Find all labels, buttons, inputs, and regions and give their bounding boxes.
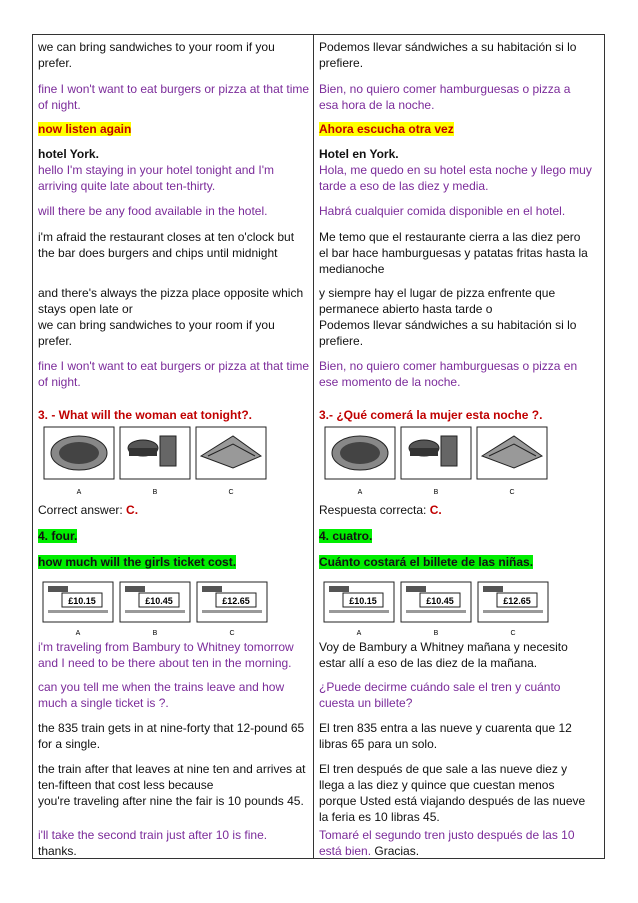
es-question-4-sub: Cuánto costará el billete de las niñas. [319, 555, 534, 569]
en-p8: fine I won't want to eat burgers or pizza at that time of night. [38, 359, 310, 389]
en-p6: i'm afraid the restaurant closes at ten o'clock but the bar does burgers and chips until midnight [38, 230, 295, 260]
svg-text:£10.15: £10.15 [349, 596, 377, 606]
es-p10: ¿Puede decirme cuándo sale el tren y cuánto cuesta un billete? [319, 680, 561, 710]
es-question-4: 4. cuatro. [319, 529, 373, 543]
svg-text:A: A [356, 630, 362, 637]
en-p11: the 835 train gets in at nine-forty that 12-pound 65 for a single. [38, 721, 305, 751]
es-p9: Voy de Bambury a Whitney mañana y necesito estar allí a eso de las diez de la mañana. [319, 640, 568, 670]
svg-text:A: A [75, 630, 81, 637]
ticket-b [120, 582, 190, 637]
ticket-price-b: £10.45 [145, 596, 173, 606]
en-listen-heading: now listen again [38, 122, 132, 136]
svg-text:£12.65: £12.65 [503, 596, 531, 606]
es-p12: El tren después de que sale a las nueve diez y llega a las diez y quince que cuestan menos porque Usted está viajando después de las nueve la feria es 10 libras 45. [319, 762, 586, 824]
es-p8: Bien, no quiero comer hamburguesas o pizza en ese momento de la noche. [319, 359, 578, 389]
en-p4: hotel York. hello I'm staying in your hotel tonight and I'm arriving quite late about ten-thirty. [38, 147, 275, 193]
en-p13: i'll take the second train just after 10 is fine. thanks. [38, 828, 268, 858]
en-p10: can you tell me when the trains leave and how much a single ticket is ?. [38, 680, 285, 710]
ticket-a [43, 582, 113, 637]
es-correct-answer: Respuesta correcta: C. [319, 503, 442, 517]
es-p5: Habrá cualquier comida disponible en el hotel. [319, 204, 566, 218]
en-question-3: 3. - What will the woman eat tonight?. [38, 408, 252, 422]
es-p1: Podemos llevar sándwiches a su habitación si lo prefiere. [319, 40, 577, 70]
ticket-price-c: £12.65 [222, 596, 250, 606]
bilingual-table [32, 34, 605, 859]
ticket-choice-illustration-es [323, 580, 553, 640]
food-label-a: A [76, 489, 82, 496]
ticket-price-a: £10.15 [68, 596, 96, 606]
svg-text:C: C [229, 630, 235, 637]
en-p9: i'm traveling from Bambury to Whitney tomorrow and I need to be there about ten in the morning. [38, 640, 294, 670]
svg-text:C: C [510, 630, 516, 637]
en-p7: and there's always the pizza place opposite which stays open late or we can bring sandwiches to your room if you prefer. [38, 286, 304, 348]
svg-text:B: B [152, 630, 158, 637]
svg-text:£10.45: £10.45 [426, 596, 454, 606]
es-p6: Me temo que el restaurante cierra a las diez pero el bar hace hamburguesas y patatas fritas hasta la medianoche [319, 230, 588, 276]
svg-text:B: B [433, 489, 439, 496]
es-question-3: 3.- ¿Qué comerá la mujer esta noche ?. [319, 408, 543, 422]
es-p13-tail: está bien. Gracias. [319, 844, 420, 858]
svg-text:B: B [433, 630, 439, 637]
en-p12: the train after that leaves at nine ten and arrives at ten-fifteen that cost less because you're traveling after nine the fair is 10 pounds 45. [38, 762, 306, 808]
es-p7: y siempre hay el lugar de pizza enfrente que permanece abierto hasta tarde o Podemos llevar sándwiches a su habitación si lo prefiere. [319, 286, 577, 348]
ticket-c [197, 582, 267, 637]
es-p11: El tren 835 entra a las nueve y cuarenta que 12 libras 65 para un solo. [319, 721, 572, 751]
en-p2: fine I won't want to eat burgers or pizza at that time of night. [38, 82, 310, 112]
food-choice-illustration [43, 426, 268, 498]
en-question-4-sub: how much will the girls ticket cost. [38, 555, 237, 569]
es-p13: Tomaré el segundo tren justo después de las 10 [319, 828, 575, 842]
en-p5: will there be any food available in the hotel. [38, 204, 268, 218]
en-correct-answer: Correct answer: C. [38, 503, 139, 517]
svg-text:A: A [357, 489, 363, 496]
es-p4: Hotel en York. Hola, me quedo en su hotel esta noche y llego muy tarde a eso de las diez y media. [319, 147, 592, 193]
food-label-b: B [152, 489, 158, 496]
svg-text:C: C [509, 489, 515, 496]
en-question-4: 4. four. [38, 529, 78, 543]
food-choice-illustration-es [324, 426, 549, 498]
es-p2: Bien, no quiero comer hamburguesas o pizza a esa hora de la noche. [319, 82, 571, 112]
column-divider [313, 35, 314, 858]
food-label-c: C [228, 489, 234, 496]
ticket-choice-illustration [42, 580, 272, 640]
es-listen-heading: Ahora escucha otra vez [319, 122, 454, 136]
en-p1: we can bring sandwiches to your room if you prefer. [38, 40, 275, 70]
